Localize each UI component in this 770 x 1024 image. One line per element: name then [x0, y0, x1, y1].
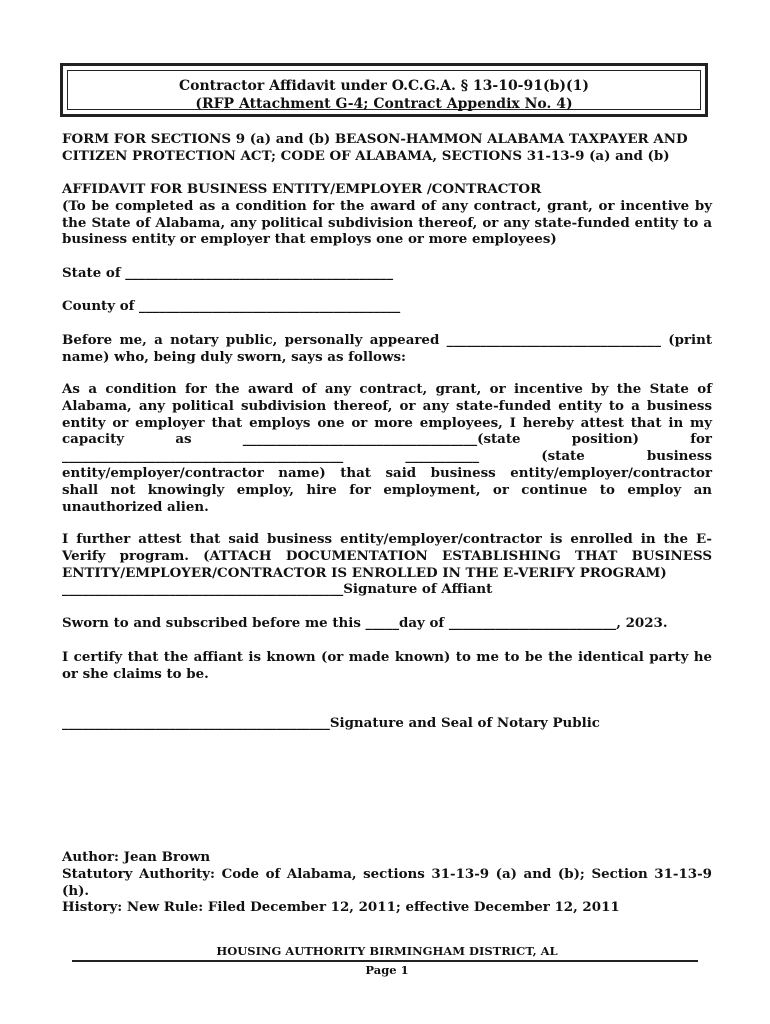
condition-paragraph — [62, 381, 712, 515]
footer-org: HOUSING AUTHORITY BIRMINGHAM DISTRICT, AL — [216, 944, 558, 958]
everify-line-3: ENTITY/EMPLOYER/CONTRACTOR IS ENROLLED IN THE E-VERIFY PROGRAM) — [62, 564, 667, 581]
everify-paragraph — [62, 531, 712, 598]
footer-page-number: Page 1 — [365, 963, 409, 977]
form-for-line-2: CITIZEN PROTECTION ACT; CODE OF ALABAMA, SECTIONS 31-13-9 (a) and (b) — [62, 147, 670, 164]
everify-line-2: Verify program. (ATTACH DOCUMENTATION ESTABLISHING THAT BUSINESS — [62, 547, 712, 564]
author-line: Author: Jean Brown — [62, 849, 211, 865]
title-line-1: Contractor Affidavit under O.C.G.A. § 13-10-91(b)(1) — [178, 78, 590, 94]
condition-line-5: __________________________________________ ___________ (state business — [62, 448, 712, 465]
everify-line-1: I further attest that said business entity/employer/contractor is enrolled in the E- — [62, 531, 712, 547]
condition-line-4: capacity as ___________________________________(state position) for — [62, 431, 712, 448]
condition-line-1: As a condition for the award of any contract, grant, or incentive by the State of — [62, 381, 712, 397]
condition-line-2: Alabama, any political subdivision thereof, or any state-funded entity to a business — [62, 397, 712, 414]
affidavit-heading: AFFIDAVIT FOR BUSINESS ENTITY/EMPLOYER /CONTRACTOR — [62, 181, 542, 197]
footer-rule — [72, 960, 698, 962]
condition-line-6: entity/employer/contractor name) that said business entity/employer/contractor — [62, 464, 712, 481]
statutory-authority-line: Statutory Authority: Code of Alabama, sections 31-13-9 (a) and (b); Section 31-13-9 — [62, 865, 712, 882]
title-line-2: (RFP Attachment G-4; Contract Appendix No. 4) — [195, 96, 573, 112]
title-box — [60, 63, 708, 117]
notary-signature-line: ________________________________________Signature and Seal of Notary Public — [62, 715, 600, 731]
condition-line-8: unauthorized alien. — [62, 498, 209, 515]
notary-paragraph: Before me, a notary public, personally appeared ________________________________ (print name) who, being duly sworn, says as follows: — [62, 332, 712, 365]
title-inner-border — [67, 70, 701, 110]
affidavit-note: (To be completed as a condition for the award of any contract, grant, or incentive by the State of Alabama, any political subdivision thereof, or any state-funded entity to a business entity or employer that employs one or more employees) — [62, 197, 712, 248]
state-line: State of ________________________________________ — [62, 265, 394, 281]
condition-line-3: entity or employer that employs one or more employees, I hereby attest that in my — [62, 414, 712, 431]
condition-line-7: shall not knowingly employ, hire for employment, or continue to employ an — [62, 481, 712, 498]
sworn-line: Sworn to and subscribed before me this _____day of _________________________, 2023. — [62, 615, 668, 631]
certify-paragraph: I certify that the affiant is known (or made known) to me to be the identical party he or she claims to be. — [62, 649, 712, 682]
history-line: History: New Rule: Filed December 12, 2011; effective December 12, 2011 — [62, 899, 620, 916]
statutory-authority-cont: (h). — [62, 882, 90, 899]
affiant-signature-line: __________________________________________Signature of Affiant — [62, 581, 493, 598]
affidavit-section — [62, 181, 712, 248]
county-line: County of _______________________________________ — [62, 298, 401, 314]
form-for-line-1: FORM FOR SECTIONS 9 (a) and (b) BEASON-HAMMON ALABAMA TAXPAYER AND — [62, 131, 688, 147]
form-for-heading — [62, 131, 712, 165]
author-block — [62, 849, 712, 916]
